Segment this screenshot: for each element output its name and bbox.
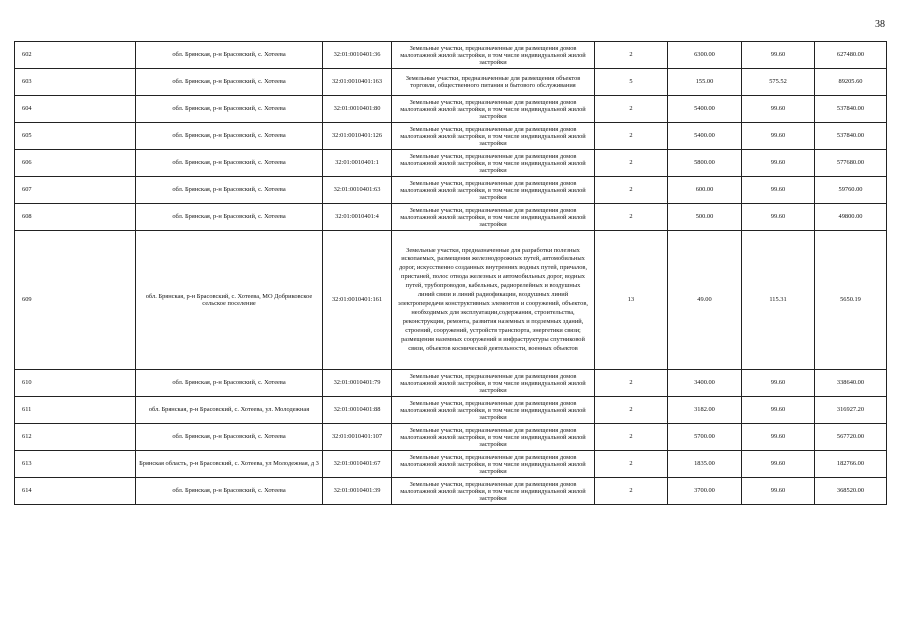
area-cell: 600.00: [668, 177, 742, 204]
rate-cell: 99.60: [742, 150, 815, 177]
row-number: 603: [15, 69, 136, 96]
group-cell: 5: [595, 69, 668, 96]
land-use-cell: Земельные участки, предназначенные для размещения домов малоэтажной жилой застройки, в том числе индивидуальной жилой застройки: [392, 451, 595, 478]
value-cell: 89205.60: [815, 69, 887, 96]
land-use-cell: Земельные участки, предназначенные для размещения домов малоэтажной жилой застройки, в том числе индивидуальной жилой застройки: [392, 123, 595, 150]
address-cell: обл. Брянская, р-н Брасовский, с. Хотеева: [136, 177, 323, 204]
table-row: [15, 123, 887, 150]
rate-cell: 99.60: [742, 451, 815, 478]
address-cell: обл. Брянская, р-н Брасовский, с. Хотеева: [136, 424, 323, 451]
rate-cell: 99.60: [742, 478, 815, 505]
address-cell: обл. Брянская, р-н Брасовский, с. Хотеева, ул. Молодежная: [136, 397, 323, 424]
row-number: 606: [15, 150, 136, 177]
area-cell: 5400.00: [668, 123, 742, 150]
land-use-cell: Земельные участки, предназначенные для размещения домов малоэтажной жилой застройки, в том числе индивидуальной жилой застройки: [392, 397, 595, 424]
group-cell: 2: [595, 177, 668, 204]
table-row: [15, 451, 887, 478]
cadastral-number-cell: 32:01:0010401:63: [323, 177, 392, 204]
value-cell: 537840.00: [815, 96, 887, 123]
area-cell: 5700.00: [668, 424, 742, 451]
table-row: [15, 96, 887, 123]
rate-cell: 99.60: [742, 424, 815, 451]
land-use-cell: Земельные участки, предназначенные для размещения домов малоэтажной жилой застройки, в том числе индивидуальной жилой застройки: [392, 424, 595, 451]
land-use-cell: Земельные участки, предназначенные для размещения домов малоэтажной жилой застройки, в том числе индивидуальной жилой застройки: [392, 177, 595, 204]
value-cell: 567720.00: [815, 424, 887, 451]
table-row: [15, 370, 887, 397]
group-cell: 2: [595, 96, 668, 123]
address-cell: Брянская область, р-н Брасовский, с. Хотеева, ул Молодежная, д 3: [136, 451, 323, 478]
address-cell: обл. Брянская, р-н Брасовский, с. Хотеева: [136, 42, 323, 69]
area-cell: 6300.00: [668, 42, 742, 69]
area-cell: 3700.00: [668, 478, 742, 505]
row-number: 605: [15, 123, 136, 150]
table-row: [15, 424, 887, 451]
cadastral-number-cell: 32:01:0010401:88: [323, 397, 392, 424]
land-use-cell: Земельные участки, предназначенные для размещения объектов торговли, общественного питания и бытового обслуживания: [392, 69, 595, 96]
group-cell: 2: [595, 451, 668, 478]
area-cell: 1835.00: [668, 451, 742, 478]
row-number: 607: [15, 177, 136, 204]
area-cell: 5400.00: [668, 96, 742, 123]
cadastral-number-cell: 32:01:0010401:67: [323, 451, 392, 478]
group-cell: 2: [595, 204, 668, 231]
area-cell: 155.00: [668, 69, 742, 96]
rate-cell: 99.60: [742, 177, 815, 204]
row-number: 612: [15, 424, 136, 451]
address-cell: обл. Брянская, р-н Брасовский, с. Хотеева: [136, 96, 323, 123]
value-cell: 627480.00: [815, 42, 887, 69]
cadastral-table: [14, 41, 887, 505]
value-cell: 182766.00: [815, 451, 887, 478]
group-cell: 2: [595, 150, 668, 177]
table-row: [15, 42, 887, 69]
table-row: [15, 231, 887, 370]
row-number: 604: [15, 96, 136, 123]
table-row: [15, 478, 887, 505]
area-cell: 3182.00: [668, 397, 742, 424]
address-cell: обл. Брянская, р-н Брасовский, с. Хотеева: [136, 478, 323, 505]
row-number: 610: [15, 370, 136, 397]
group-cell: 2: [595, 478, 668, 505]
group-cell: 2: [595, 397, 668, 424]
cadastral-number-cell: 32:01:0010401:79: [323, 370, 392, 397]
rate-cell: 115.31: [742, 231, 815, 370]
group-cell: 2: [595, 123, 668, 150]
land-use-cell: Земельные участки, предназначенные для размещения домов малоэтажной жилой застройки, в том числе индивидуальной жилой застройки: [392, 42, 595, 69]
land-use-cell: Земельные участки, предназначенные для размещения домов малоэтажной жилой застройки, в том числе индивидуальной жилой застройки: [392, 150, 595, 177]
table-row: [15, 204, 887, 231]
row-number: 614: [15, 478, 136, 505]
cadastral-number-cell: 32:01:0010401:161: [323, 231, 392, 370]
value-cell: 316927.20: [815, 397, 887, 424]
cadastral-number-cell: 32:01:0010401:80: [323, 96, 392, 123]
area-cell: 5800.00: [668, 150, 742, 177]
rate-cell: 575.52: [742, 69, 815, 96]
value-cell: 59760.00: [815, 177, 887, 204]
value-cell: 338640.00: [815, 370, 887, 397]
value-cell: 5650.19: [815, 231, 887, 370]
address-cell: обл. Брянская, р-н Брасовский, с. Хотеева: [136, 150, 323, 177]
cadastral-number-cell: 32:01:0010401:163: [323, 69, 392, 96]
row-number: 611: [15, 397, 136, 424]
rate-cell: 99.60: [742, 123, 815, 150]
row-number: 613: [15, 451, 136, 478]
value-cell: 368520.00: [815, 478, 887, 505]
address-cell: обл. Брянская, р-н Брасовский, с. Хотеева, МО Добриковское сельское поселение: [136, 231, 323, 370]
rate-cell: 99.60: [742, 96, 815, 123]
area-cell: 3400.00: [668, 370, 742, 397]
land-use-cell: Земельные участки, предназначенные для разработки полезных ископаемых, размещения железнодорожных путей, автомобильных дорог, искусственно созданных внутренних водных путей, причалов, пристаней, полос отвода железных и автомобильных дорог, водных путей, трубопроводов, кабельных, радиорелейных и воздушных линий связи и линий радиофикации, воздушных линий электропередачи конструктивных элементов и сооружений, объектов, необходимых для эксплуатации,содержания, строительства, реконструкции, ремонта, развития наземных и подземных зданий, строений, сооружений, устройств транспорта, энергетики связи; размещения наземных сооружений и инфраструктуры спутниковой связи, объектов космической деятельности, военных объектов: [392, 231, 595, 370]
value-cell: 49800.00: [815, 204, 887, 231]
rate-cell: 99.60: [742, 370, 815, 397]
area-cell: 49.00: [668, 231, 742, 370]
group-cell: 2: [595, 424, 668, 451]
cadastral-number-cell: 32:01:0010401:1: [323, 150, 392, 177]
area-cell: 500.00: [668, 204, 742, 231]
cadastral-number-cell: 32:01:0010401:126: [323, 123, 392, 150]
address-cell: обл. Брянская, р-н Брасовский, с. Хотеева: [136, 69, 323, 96]
table-row: [15, 69, 887, 96]
rate-cell: 99.60: [742, 42, 815, 69]
group-cell: 2: [595, 42, 668, 69]
cadastral-number-cell: 32:01:0010401:36: [323, 42, 392, 69]
land-use-cell: Земельные участки, предназначенные для размещения домов малоэтажной жилой застройки, в том числе индивидуальной жилой застройки: [392, 96, 595, 123]
value-cell: 577680.00: [815, 150, 887, 177]
land-use-cell: Земельные участки, предназначенные для размещения домов малоэтажной жилой застройки, в том числе индивидуальной жилой застройки: [392, 478, 595, 505]
table-body: [15, 42, 887, 505]
address-cell: обл. Брянская, р-н Брасовский, с. Хотеева: [136, 204, 323, 231]
cadastral-number-cell: 32:01:0010401:39: [323, 478, 392, 505]
value-cell: 537840.00: [815, 123, 887, 150]
address-cell: обл. Брянская, р-н Брасовский, с. Хотеева: [136, 370, 323, 397]
row-number: 602: [15, 42, 136, 69]
group-cell: 13: [595, 231, 668, 370]
land-use-cell: Земельные участки, предназначенные для размещения домов малоэтажной жилой застройки, в том числе индивидуальной жилой застройки: [392, 370, 595, 397]
land-use-cell: Земельные участки, предназначенные для размещения домов малоэтажной жилой застройки, в том числе индивидуальной жилой застройки: [392, 204, 595, 231]
table-row: [15, 177, 887, 204]
row-number: 608: [15, 204, 136, 231]
table-row: [15, 150, 887, 177]
rate-cell: 99.60: [742, 204, 815, 231]
cadastral-number-cell: 32:01:0010401:4: [323, 204, 392, 231]
group-cell: 2: [595, 370, 668, 397]
rate-cell: 99.60: [742, 397, 815, 424]
table-row: [15, 397, 887, 424]
row-number: 609: [15, 231, 136, 370]
cadastral-number-cell: 32:01:0010401:107: [323, 424, 392, 451]
page-number: 38: [875, 19, 885, 30]
address-cell: обл. Брянская, р-н Брасовский, с. Хотеева: [136, 123, 323, 150]
